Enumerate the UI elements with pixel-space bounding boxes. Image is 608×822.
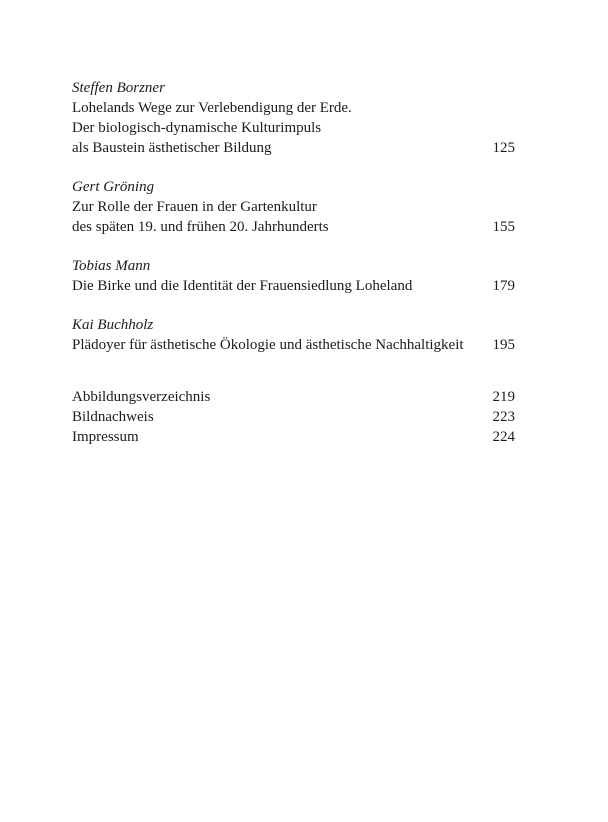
back-matter-item-impressum: [72, 427, 515, 447]
entry-author: Steffen Borzner: [72, 80, 165, 96]
entry-title-line: Lohelands Wege zur Verlebendigung der Erde.: [72, 100, 352, 116]
back-matter-page-number: 219: [492, 389, 515, 405]
entry-title-line: Plädoyer für ästhetische Ökologie und ästhetische Nachhaltigkeit: [72, 337, 464, 353]
entry-author: Kai Buchholz: [72, 317, 154, 333]
entry-title-line: Zur Rolle der Frauen in der Gartenkultur: [72, 199, 317, 215]
back-matter-title: Impressum: [72, 429, 139, 445]
entry-final-row: [72, 217, 515, 237]
toc-entry-groening: [72, 177, 515, 237]
entry-author: Tobias Mann: [72, 258, 151, 274]
entry-page-number: 195: [492, 337, 515, 353]
entry-final-row: [72, 138, 515, 158]
back-matter-list: [72, 387, 515, 447]
back-matter-item-bildnachweis: [72, 407, 515, 427]
entry-page-number: 125: [492, 140, 515, 156]
entry-page-number: 155: [492, 219, 515, 235]
back-matter-page-number: 223: [492, 409, 515, 425]
entry-final-row: [72, 335, 515, 355]
back-matter-title: Abbildungsverzeichnis: [72, 389, 211, 405]
entry-author: Gert Gröning: [72, 179, 155, 195]
back-matter-title: Bildnachweis: [72, 409, 154, 425]
back-matter-item-abbildungsverzeichnis: [72, 387, 515, 407]
toc-entry-mann: [72, 256, 515, 296]
entry-title-line: Der biologisch-dynamische Kulturimpuls: [72, 120, 322, 136]
entry-page-number: 179: [492, 278, 515, 294]
entry-title-line: als Baustein ästhetischer Bildung: [72, 140, 272, 156]
toc-entry-buchholz: [72, 315, 515, 355]
back-matter-page-number: 224: [492, 429, 515, 445]
entry-title-line: des späten 19. und frühen 20. Jahrhunderts: [72, 219, 329, 235]
table-of-contents: [72, 78, 515, 447]
entry-final-row: [72, 276, 515, 296]
entry-title-line: Die Birke und die Identität der Frauensiedlung Loheland: [72, 278, 413, 294]
toc-entry-borzner: [72, 78, 515, 158]
